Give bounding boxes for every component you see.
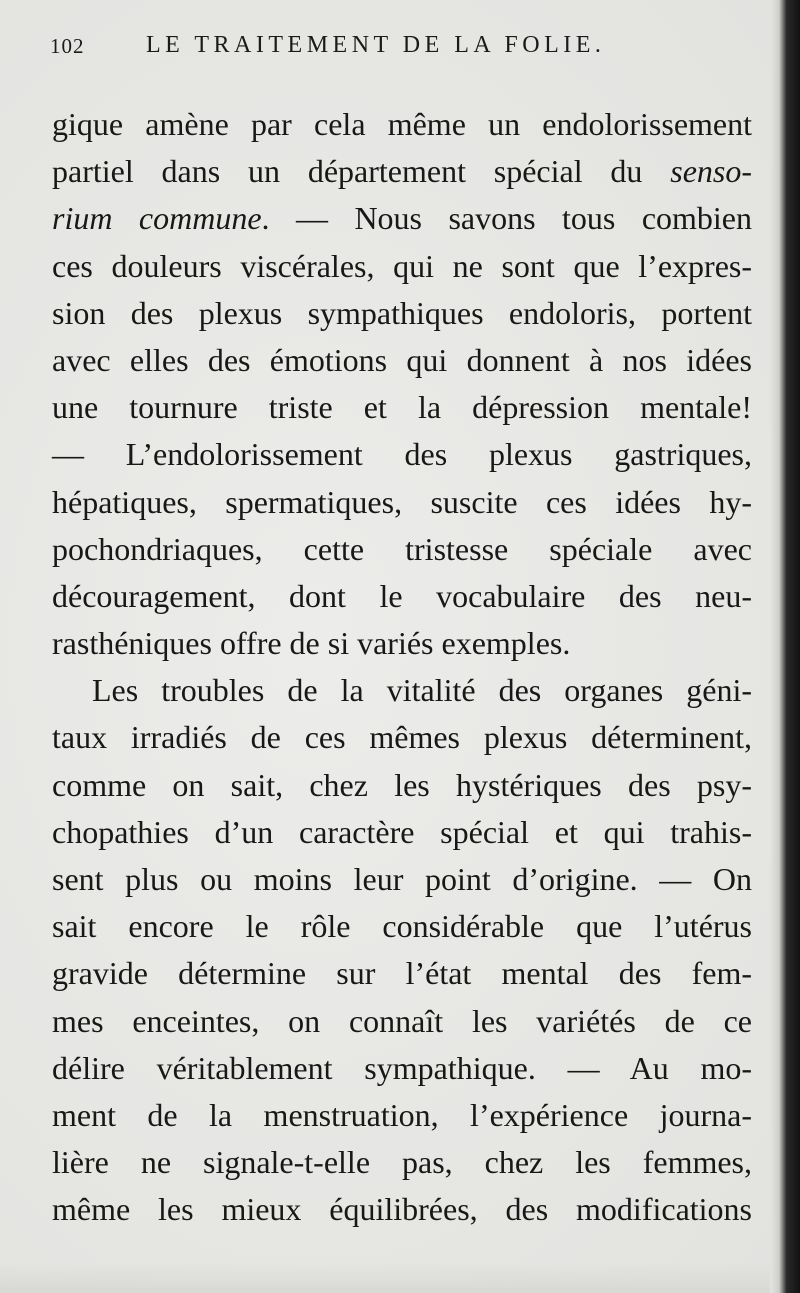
text-line: rasthéniques offre de si variés exemples. (52, 625, 571, 662)
page-number: 102 (50, 34, 85, 58)
text-line: délire véritablement sympathique. — Au mo- (52, 1049, 752, 1086)
text-line: gravide détermine sur l’état mental des fem- (52, 955, 752, 992)
text-line: même les mieux équilibrées, des modifications (52, 1191, 752, 1228)
paragraph-first-line: Les troubles de la vitalité des organes géni- (92, 672, 752, 709)
text-line (52, 195, 752, 242)
text-line: gique amène par cela même un endolorissement (52, 106, 752, 142)
text-line: découragement, dont le vocabulaire des neu- (52, 577, 752, 614)
italic-term: rium commune (52, 200, 262, 237)
body-text (52, 101, 752, 1234)
text-line: hépatiques, spermatiques, suscite ces idées hy- (52, 483, 752, 520)
page-edge-shadow (770, 0, 800, 1293)
text-line: ces douleurs viscérales, qui ne sont que l’expres- (52, 247, 752, 284)
text-line: sait encore le rôle considérable que l’utérus (52, 908, 752, 945)
text-line: une tournure triste et la dépression mentale! (52, 389, 752, 426)
text-line: avec elles des émotions qui donnent à nos idées (52, 341, 752, 378)
text-line: pochondriaques, cette tristesse spéciale avec (52, 530, 752, 567)
text-line: ment de la menstruation, l’expérience journa- (52, 1096, 752, 1133)
text-line: sion des plexus sympathiques endoloris, portent (52, 294, 752, 331)
text-line: taux irradiés de ces mêmes plexus déterminent, (52, 719, 752, 756)
running-title: LE TRAITEMENT DE LA FOLIE. (146, 32, 606, 58)
page-bottom-shading (0, 1262, 778, 1293)
text-line (52, 148, 752, 195)
text-fragment: partiel dans un département spécial du (52, 153, 671, 190)
text-fragment: . — Nous savons tous combien (261, 200, 752, 237)
text-line: comme on sait, chez les hystériques des psy- (52, 766, 752, 803)
text-line: sent plus ou moins leur point d’origine. — On (52, 861, 752, 897)
text-line: lière ne signale-t-elle pas, chez les femmes, (52, 1144, 752, 1181)
text-line: mes enceintes, on connaît les variétés de ce (52, 1002, 752, 1039)
text-line: — L’endolorissement des plexus gastriques, (52, 436, 752, 473)
text-line: chopathies d’un caractère spécial et qui trahis- (52, 813, 752, 850)
italic-term: senso- (670, 153, 752, 190)
page-header (50, 32, 740, 72)
